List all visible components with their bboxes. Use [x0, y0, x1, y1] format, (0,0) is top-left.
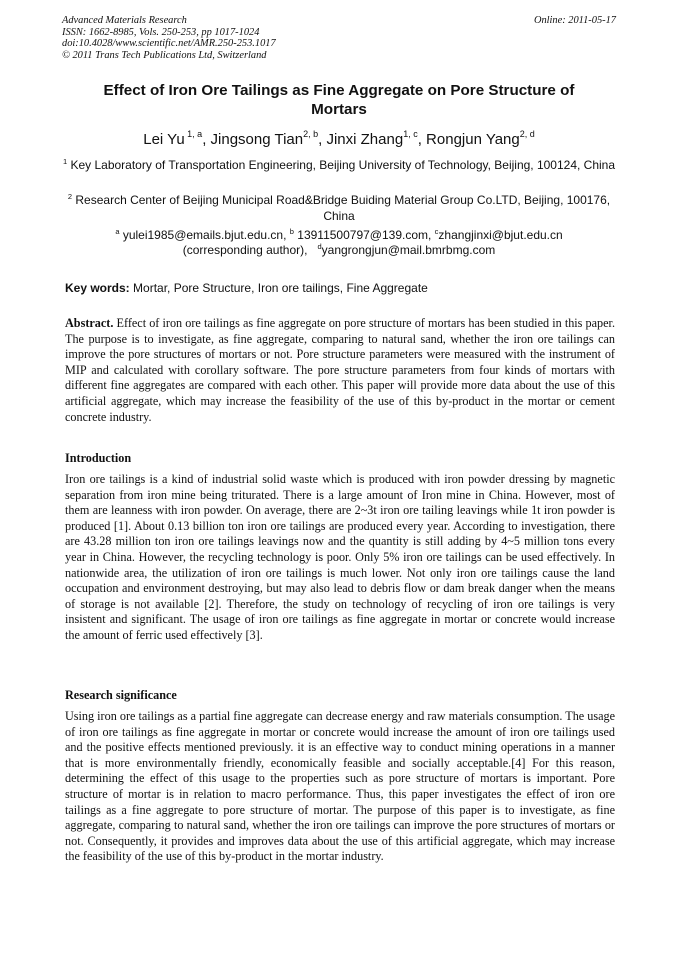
author-sup: 2, b — [303, 129, 319, 139]
email-link[interactable]: 13911500797@139.com, — [293, 228, 435, 242]
affiliation-sup: 2 — [67, 192, 73, 201]
corresponding-note: (corresponding author), — [182, 243, 308, 257]
affiliation-1 — [62, 157, 616, 173]
abstract — [65, 316, 615, 425]
keywords — [65, 281, 619, 295]
abstract-text: Effect of iron ore tailings as fine aggregate on pore structure of mortars has been studied in this paper. The purpose is to investigate, as fine aggregate, comparing to natural sand, whether the iron ore tailings can improve the pore structures of mortars or not. Pore structure parameters were measured with the instrument of MIP and calculated with corollary software. The pore structure parameters from four kinds of mortars with different fine aggregates are compared with each other. This paper will provide more data about the use of this artificial aggregate, which may increase the feasibility of the use of this by-product in the mortar or cement concrete industry. — [65, 316, 615, 424]
journal-copyright: © 2011 Trans Tech Publications Ltd, Switzerland — [62, 49, 267, 61]
email-sup: a — [115, 227, 120, 236]
email-sup: d — [317, 242, 322, 251]
author-separator: , — [417, 131, 427, 148]
author-separator: , — [202, 131, 211, 148]
author-name: Rongjun Yang — [426, 131, 520, 148]
affiliation-text: Key Laboratory of Transportation Engineering, Beijing University of Technology, Beijing, 100124, China — [67, 158, 616, 172]
affiliation-2 — [62, 192, 616, 224]
author-emails — [62, 228, 616, 258]
author-sup: 2, d — [519, 129, 535, 139]
paper-title-line1: Effect of Iron Ore Tailings as Fine Aggregate on Pore Structure of — [103, 82, 575, 99]
keywords-label: Key words: — [65, 281, 130, 295]
email-link[interactable]: zhangjinxi@bjut.edu.cn — [438, 228, 563, 242]
author-name: Jingsong Tian — [210, 131, 304, 148]
research-significance-text: Using iron ore tailings as a partial fine aggregate can decrease energy and raw materials consumption. The usage of iron ore tailings as fine aggregate in mortar or concrete would increase the amount of iron ore tailings used and the positive effects mentioned previously. it is an effective way to conduct mining operations in a manner that is more environmentally friendly, economically feasible and socially acceptable.[4] For this reason, determining the effect of this usage to the properties such as pore structure of mortars is important. Pore structure of mortar is in relation to macro performance. Thus, this paper investigates the effect of iron ore tailings as a fine aggregate to pore structure of mortar. The purpose of this paper is to investigate, as fine aggregate, comparing to natural sand, whether the iron ore tailings can improve the pore structures of mortars or not. Consequently, it provides and improves data about the use of this artificial aggregate, which may increase the feasibility of the use of this by-product in the mortar industry. — [65, 709, 615, 864]
journal-name: Advanced Materials Research — [62, 15, 187, 26]
author-list — [40, 130, 638, 150]
email-link[interactable]: yangrongjun@mail.bmrbmg.com — [321, 243, 496, 257]
journal-doi: doi:10.4028/www.scientific.net/AMR.250-253.1017 — [62, 38, 276, 50]
abstract-label: Abstract. — [65, 316, 114, 330]
author-name: Lei Yu — [143, 131, 185, 148]
author-name: Jinxi Zhang — [326, 131, 404, 148]
author-sup: 1, c — [403, 129, 418, 139]
research-significance-heading: Research significance — [65, 688, 177, 702]
author-separator: , — [318, 131, 327, 148]
email-link[interactable]: yulei1985@emails.bjut.edu.cn, — [119, 228, 290, 242]
journal-header — [62, 15, 616, 61]
paper-title — [70, 81, 608, 119]
online-date: Online: 2011-05-17 — [533, 15, 616, 26]
email-sup: b — [289, 227, 294, 236]
author-sup: 1, a — [184, 129, 203, 139]
keywords-text: Mortar, Pore Structure, Iron ore tailings, Fine Aggregate — [129, 281, 428, 295]
affiliation-sup: 1 — [62, 157, 68, 166]
introduction-text: Iron ore tailings is a kind of industrial solid waste which is produced with iron powder dressing by magnetic separation from iron mine being triturated. There is a large amount of Iron mine in China. However, most of them are leanness with iron powder. On average, there are 2~3t iron ore tailing leavings while 1t iron powder is produced [1]. About 0.13 billion ton iron ore tailings are produced every year. According to investigation, there are 43.28 million ton iron ore tailings leavings now and the quantity is still adding by 4~5 million tons every year in China. However, the recycling technology is poor. Only 5% iron ore tailings can be used effectively. In nationwide area, the utilization of iron ore tailings is much lower. Not only iron ore tailings cause the land occupation and environment destroying, but may also lead to debris flow or dam break danger when the means of storage is not available [2]. Therefore, the study on technology of recycling of iron ore tailings is very insistent and significant. The usage of iron ore tailings as fine aggregate in mortar or concrete would increase the amount of ferric used effectively [3]. — [65, 472, 615, 642]
paper-title-line2: Mortars — [311, 101, 367, 118]
affiliation-text: Research Center of Beijing Municipal Road&Bridge Buiding Material Group Co.LTD, Beijing, 100176, China — [72, 193, 611, 223]
email-sup: c — [434, 227, 439, 236]
introduction-heading: Introduction — [65, 451, 132, 465]
journal-issn: ISSN: 1662-8985, Vols. 250-253, pp 1017-1024 — [62, 26, 260, 38]
